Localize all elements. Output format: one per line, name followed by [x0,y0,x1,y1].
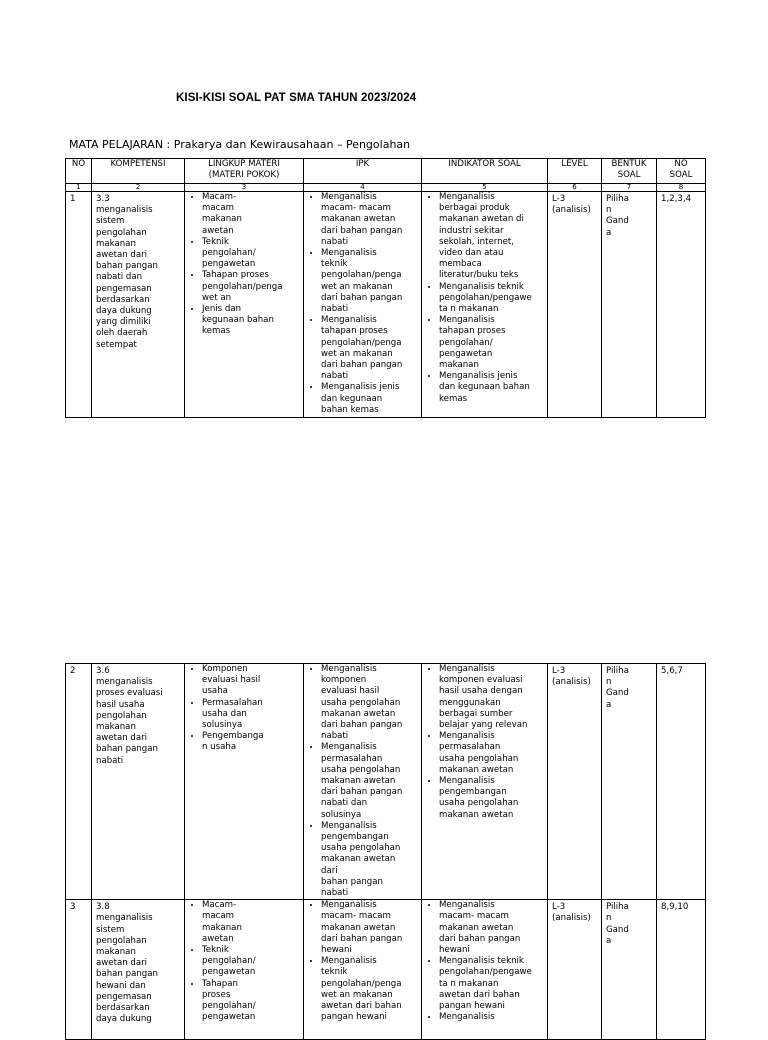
column-number-row [66,184,706,192]
ipk-item: • Menganalisis teknik pengolahan/penga wet an makanan awetan dari bahan pangan hewani [321,956,417,1023]
col-number: 2 [92,184,185,192]
bentuk-soal-cell: Piliha n Gand a [602,664,657,900]
col-number: 1 [66,184,92,192]
ipk-item: • Menganalisis teknik pengolahan/penga wet an makanan dari bahan pangan nabati [321,248,417,315]
indikator-cell [422,900,548,1040]
header-lingkup-materi: LINGKUP MATERI (MATERI POKOK) [185,159,304,184]
materi-item: • Pengembanga n usaha [202,731,299,753]
indikator-cell [422,192,548,418]
materi-item: • Teknik pengolahan/ pengawetan [202,237,299,271]
materi-item: • Komponen evaluasi hasil usaha [202,664,299,698]
header-no: NO [66,159,92,184]
ipk-item: • Menganalisis permasalahan usaha pengolahan makanan awetan dari bahan pangan nabati dan solusinya [321,742,417,820]
indikator-item: • Menganalisis berbagai produk makanan awetan di industri sekitar sekolah, internet, video dan atau membaca literatur/buku teks [439,192,543,282]
materi-cell [185,192,304,418]
subject-line: MATA PELAJARAN : Prakarya dan Kewirausahaan – Pengolahan [69,138,411,151]
indikator-item: • Menganalisis permasalahan usaha pengolahan makanan awetan [439,731,543,776]
materi-item: • Teknik pengolahan/ pengawetan [202,945,299,979]
indikator-item: • Menganalisis macam- macam makanan awetan dari bahan pangan hewani [439,900,543,956]
kompetensi-cell: 3.6 menganalisis proses evaluasi hasil usaha pengolahan makanan awetan dari bahan pangan nabati [92,664,185,900]
header-row [66,159,706,184]
bentuk-soal-cell: Piliha n Gand a [602,192,657,418]
col-number: 5 [422,184,548,192]
header-indikator-soal: INDIKATOR SOAL [422,159,548,184]
document-title: KISI-KISI SOAL PAT SMA TAHUN 2023/2024 [176,92,417,104]
row-number-cell: 1 [66,192,92,418]
ipk-item: • Menganalisis macam- macam makanan awetan dari bahan pangan hewani [321,900,417,956]
col-number: 8 [657,184,706,192]
materi-item: • Jenis dan kegunaan bahan kemas [202,304,299,338]
kompetensi-cell: 3.3 menganalisis sistem pengolahan makanan awetan dari bahan pangan nabati dan pengemasan berdasarkan daya dukung yang dimiliki oleh daerah setempat [92,192,185,418]
col-number: 6 [548,184,602,192]
indikator-item: • Menganalisis [439,1012,543,1023]
col-number: 3 [185,184,304,192]
row-number-cell: 3 [66,900,92,1040]
no-soal-cell: 1,2,3,4 [657,192,706,418]
ipk-item: • Menganalisis tahapan proses pengolahan/penga wet an makanan dari bahan pangan nabati [321,315,417,382]
materi-item: • Tahapan proses pengolahan/penga wet an [202,270,299,304]
bentuk-soal-cell: Piliha n Gand a [602,900,657,1040]
row-number-cell: 2 [66,664,92,900]
header-no-soal: NO SOAL [657,159,706,184]
materi-item: • Macam- macam makanan awetan [202,900,299,945]
col-number: 4 [304,184,422,192]
materi-item: • Macam- macam makanan awetan [202,192,299,237]
indikator-cell [422,664,548,900]
ipk-item: • Menganalisis pengembangan usaha pengolahan makanan awetan dari bahan pangan nabati [321,821,417,899]
kompetensi-cell: 3.8 menganalisis sistem pengolahan makanan awetan dari bahan pangan hewani dan pengemasan berdasarkan daya dukung [92,900,185,1040]
ipk-item: • Menganalisis jenis dan kegunaan bahan kemas [321,382,417,416]
level-cell: L-3 (analisis) [548,664,602,900]
materi-item: • Permasalahan usaha dan solusinya [202,698,299,732]
materi-cell [185,900,304,1040]
indikator-item: • Menganalisis teknik pengolahan/pengawe ta n makanan [439,282,543,316]
table-row [66,900,706,1040]
header-kompetensi: KOMPETENSI [92,159,185,184]
indikator-item: • Menganalisis tahapan proses pengolahan/ pengawetan makanan [439,315,543,371]
col-number: 7 [602,184,657,192]
materi-cell [185,664,304,900]
grid-table-top [65,158,706,418]
level-cell: L-3 (analisis) [548,900,602,1040]
no-soal-cell: 5,6,7 [657,664,706,900]
indikator-item: • Menganalisis jenis dan kegunaan bahan kemas [439,371,543,405]
ipk-cell [304,900,422,1040]
ipk-cell [304,192,422,418]
table-row [66,192,706,418]
indikator-item: • Menganalisis teknik pengolahan/pengawe ta n makanan awetan dari bahan pangan hewani [439,956,543,1012]
ipk-item: • Menganalisis macam- macam makanan awetan dari bahan pangan nabati [321,192,417,248]
ipk-item: • Menganalisis komponen evaluasi hasil usaha pengolahan makanan awetan dari bahan pangan nabati [321,664,417,742]
table-row [66,664,706,900]
level-cell: L-3 (analisis) [548,192,602,418]
ipk-cell [304,664,422,900]
grid-table-bottom [65,663,706,1040]
materi-item: • Tahapan proses pengolahan/ pengawetan [202,979,299,1024]
indikator-item: • Menganalisis pengembangan usaha pengolahan makanan awetan [439,776,543,821]
header-bentuk-soal: BENTUK SOAL [602,159,657,184]
header-level: LEVEL [548,159,602,184]
header-ipk: IPK [304,159,422,184]
no-soal-cell: 8,9,10 [657,900,706,1040]
indikator-item: • Menganalisis komponen evaluasi hasil usaha dengan menggunakan berbagai sumber belajar yang relevan [439,664,543,731]
